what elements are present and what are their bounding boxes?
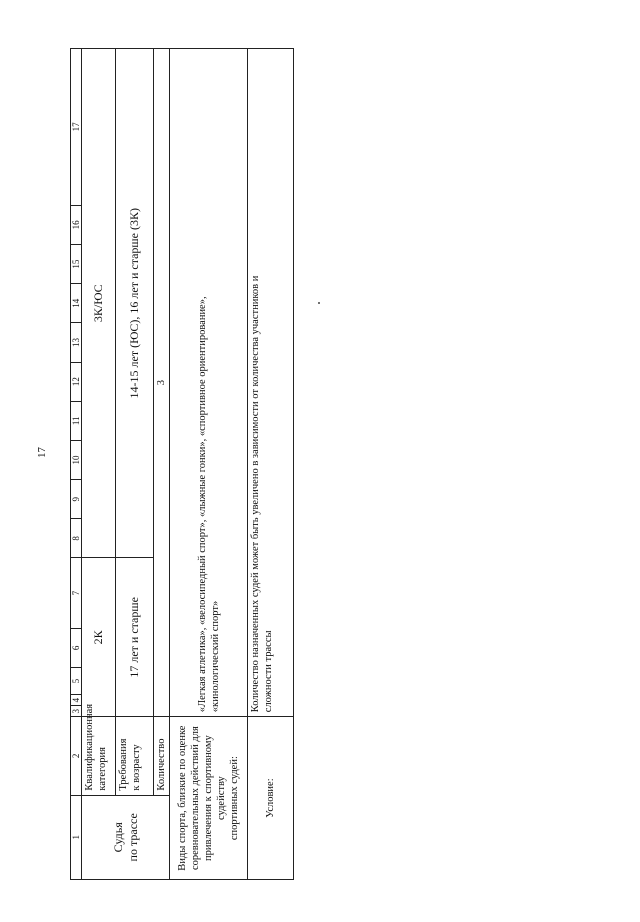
qualification-label: Квалификационная категория <box>82 717 116 795</box>
count-row <box>154 49 170 880</box>
page-number: 17 <box>36 447 48 458</box>
col-num: 13 <box>71 323 82 362</box>
sports-label: Виды спорта, близкие по оценке соревновательных действий для привлечения к спортивному судейству спортивных судей: <box>170 717 248 880</box>
age-value-14-16: 14-15 лет (ЮС), 16 лет и старше (3К) <box>116 49 154 558</box>
col-num: 7 <box>71 558 82 628</box>
column-number-row <box>71 49 82 880</box>
col-num: 16 <box>71 205 82 244</box>
col-num: 5 <box>71 668 82 695</box>
col-num: 6 <box>71 628 82 667</box>
col-num: 17 <box>71 49 82 206</box>
condition-label: Условие: <box>248 717 294 880</box>
col-num: 15 <box>71 244 82 283</box>
col-num: 2 <box>71 717 82 795</box>
age-value-17: 17 лет и старше <box>116 558 154 717</box>
condition-row <box>248 49 294 880</box>
scan-speck <box>318 302 320 304</box>
col-num: 12 <box>71 362 82 401</box>
col-num: 9 <box>71 480 82 519</box>
col-num: 14 <box>71 284 82 323</box>
col-num: 8 <box>71 519 82 558</box>
col-num: 1 <box>71 795 82 879</box>
qualification-row <box>82 49 116 880</box>
count-value: 3 <box>154 49 170 717</box>
judges-requirements-table <box>70 48 294 880</box>
age-label: Требования к возрасту <box>116 717 154 795</box>
rotated-table-container <box>70 48 288 880</box>
qualification-value-3k: 3К/ЮС <box>82 49 116 558</box>
col-num: 10 <box>71 440 82 479</box>
count-label: Количество <box>154 717 170 795</box>
sports-row <box>170 49 248 880</box>
age-row <box>116 49 154 880</box>
qualification-value-2k: 2К <box>82 558 116 717</box>
judge-role-cell: Судья по трассе <box>82 795 170 879</box>
condition-value: Количество назначенных судей может быть увеличено в зависимости от количества участников и сложности трассы <box>248 49 294 717</box>
col-num: 4 <box>71 695 82 706</box>
col-num: 3 <box>71 706 82 717</box>
sports-value: «Легкая атлетика», «велосипедный спорт», «лыжные гонки», «спортивное ориентирование», «кинологический спорт» <box>170 49 248 717</box>
col-num: 11 <box>71 401 82 440</box>
